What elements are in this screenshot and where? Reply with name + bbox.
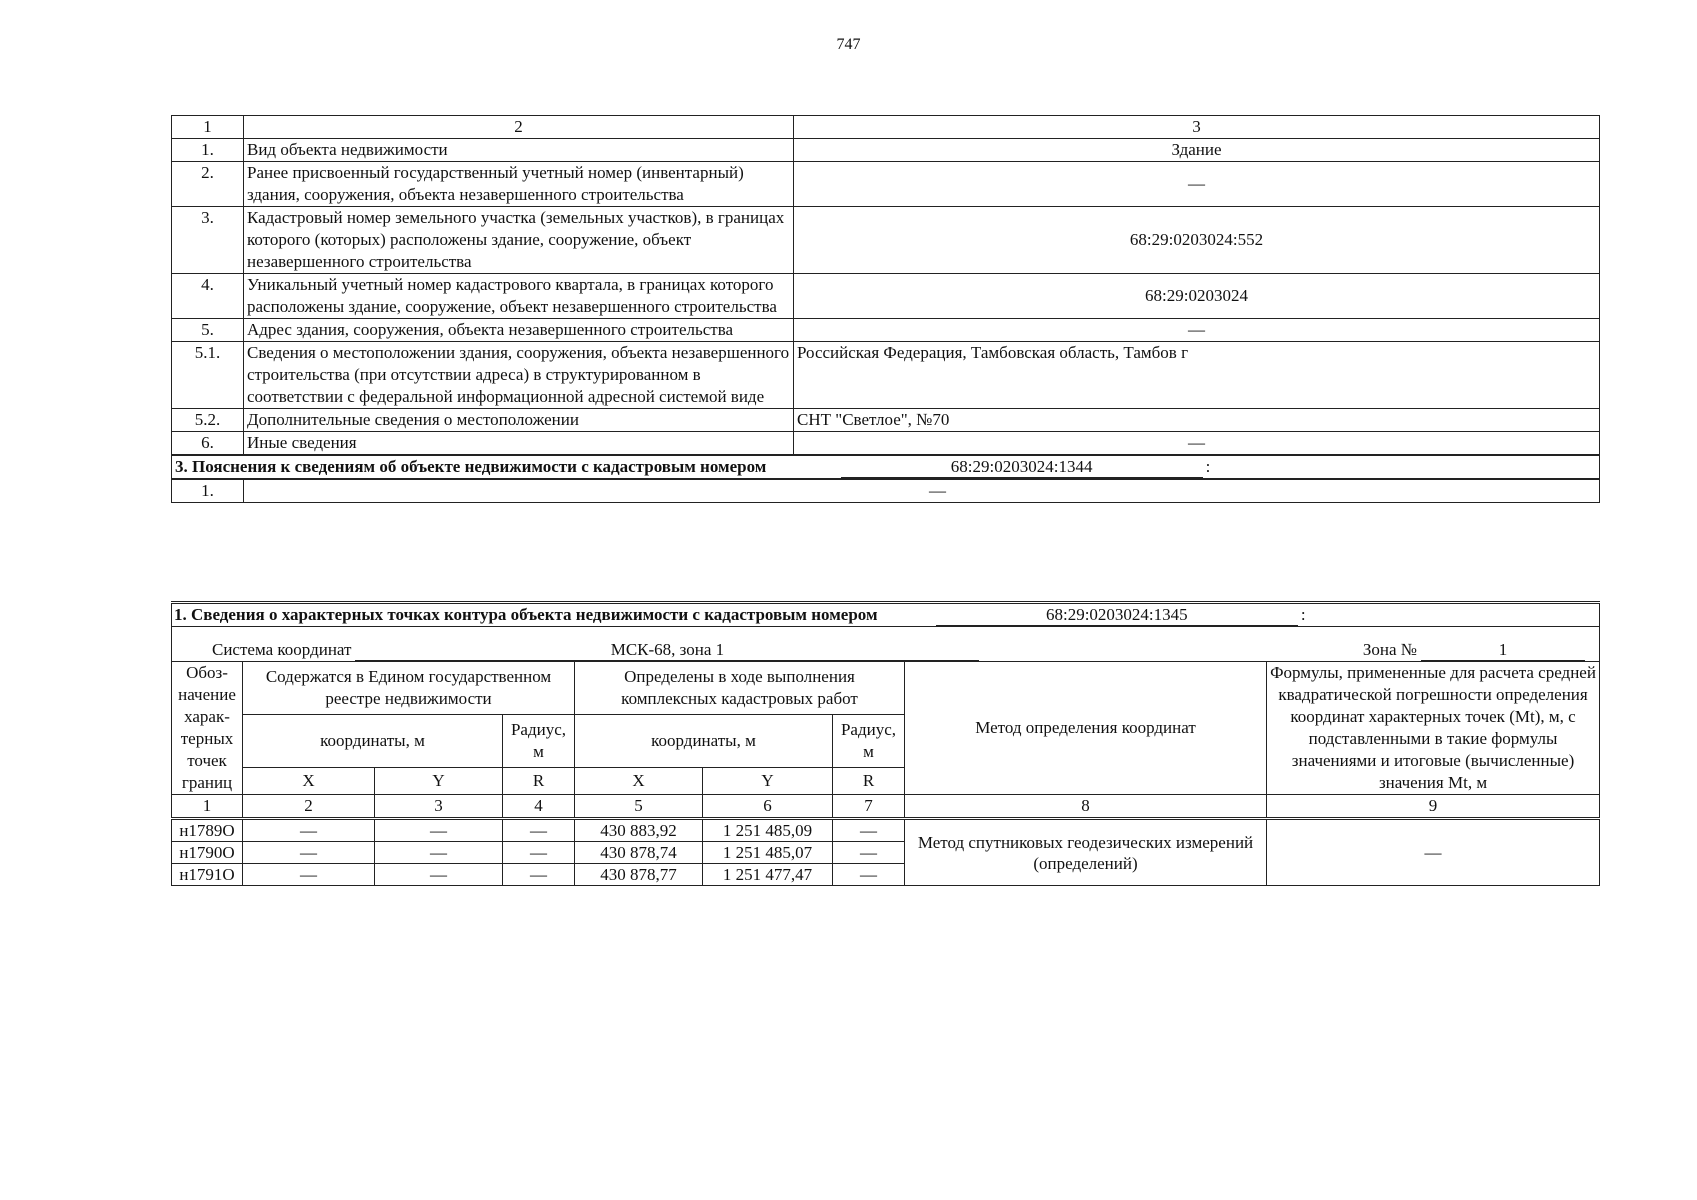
row-value: Здание bbox=[794, 139, 1600, 162]
point-y-kkr: 1 251 485,09 bbox=[703, 819, 833, 842]
row-label: Кадастровый номер земельного участка (земельных участков), в границах которого (которых) расположены здание, сооружение, объект незавершенного строительства bbox=[244, 207, 794, 274]
row-number: 5. bbox=[172, 319, 244, 342]
col-num-1: 1 bbox=[172, 116, 244, 139]
row-label: Уникальный учетный номер кадастрового квартала, в границах которого расположены здание, сооружение, объект незавершенного строительства bbox=[244, 274, 794, 319]
point-x-kkr: 430 878,77 bbox=[575, 864, 703, 886]
point-y-egrn: — bbox=[375, 864, 503, 886]
row-value: — bbox=[244, 479, 1600, 503]
col-num: 1 bbox=[172, 795, 243, 819]
col-num: 7 bbox=[833, 795, 905, 819]
row-label: Дополнительные сведения о местоположении bbox=[244, 409, 794, 432]
egrn-x-header: X bbox=[243, 767, 375, 794]
col-num: 5 bbox=[575, 795, 703, 819]
egrn-r-header: R bbox=[503, 767, 575, 794]
row-number: 2. bbox=[172, 162, 244, 207]
col-num-2: 2 bbox=[244, 116, 794, 139]
method-value: Метод спутниковых геодезических измерений (определений) bbox=[905, 819, 1267, 886]
zone-value: 1 bbox=[1421, 640, 1585, 661]
characteristic-points-table bbox=[171, 601, 1600, 886]
point-r-egrn: — bbox=[503, 864, 575, 886]
row-value: СНТ "Светлое", №70 bbox=[794, 409, 1600, 432]
row-number: 5.1. bbox=[172, 342, 244, 409]
point-x-egrn: — bbox=[243, 864, 375, 886]
point-x-egrn: — bbox=[243, 819, 375, 842]
egrn-coords-header: координаты, м bbox=[243, 714, 503, 767]
section-1-cadastral-number: 68:29:0203024:1345 bbox=[936, 605, 1298, 626]
col-num: 8 bbox=[905, 795, 1267, 819]
row-number: 5.2. bbox=[172, 409, 244, 432]
point-x-kkr: 430 878,74 bbox=[575, 842, 703, 864]
formulas-header: Формулы, примененные для расчета средней квадратической погрешности определения координат характерных точек (Mt), м, с подставленными в такие формулы значениями и итоговые (вычисленные) значения Mt, м bbox=[1267, 662, 1600, 795]
formula-value: — bbox=[1267, 819, 1600, 886]
zone-label: Зона № bbox=[1362, 640, 1418, 659]
kkr-radius-header: Радиус, м bbox=[833, 714, 905, 767]
row-number: 4. bbox=[172, 274, 244, 319]
col-num-3: 3 bbox=[794, 116, 1600, 139]
point-id: н1790О bbox=[172, 842, 243, 864]
coordinate-system-label: Система координат bbox=[212, 640, 352, 659]
row-number: 1. bbox=[172, 479, 244, 503]
col-num: 3 bbox=[375, 795, 503, 819]
point-id: н1789О bbox=[172, 819, 243, 842]
coordinate-system-value: МСК-68, зона 1 bbox=[355, 640, 979, 661]
table-row bbox=[172, 409, 1600, 432]
coordinate-system-row bbox=[172, 627, 1600, 662]
section-3-cadastral-number: 68:29:0203024:1344 bbox=[841, 457, 1203, 478]
point-y-kkr: 1 251 477,47 bbox=[703, 864, 833, 886]
designation-header: Обоз-начение харак-терных точек границ bbox=[172, 662, 243, 795]
col-num: 6 bbox=[703, 795, 833, 819]
row-label: Иные сведения bbox=[244, 432, 794, 456]
row-value: — bbox=[794, 432, 1600, 456]
method-header: Метод определения координат bbox=[905, 662, 1267, 795]
section-3-title: 3. Пояснения к сведениям об объекте недвижимости с кадастровым номером bbox=[175, 457, 767, 476]
table-row bbox=[172, 319, 1600, 342]
row-label: Адрес здания, сооружения, объекта незавершенного строительства bbox=[244, 319, 794, 342]
row-value: — bbox=[794, 319, 1600, 342]
row-number: 1. bbox=[172, 139, 244, 162]
egrn-y-header: Y bbox=[375, 767, 503, 794]
table-row bbox=[172, 432, 1600, 456]
table-row bbox=[172, 139, 1600, 162]
kkr-coords-header: координаты, м bbox=[575, 714, 833, 767]
table-row bbox=[172, 207, 1600, 274]
table-row bbox=[172, 162, 1600, 207]
table-row bbox=[172, 342, 1600, 409]
point-r-kkr: — bbox=[833, 864, 905, 886]
row-label: Вид объекта недвижимости bbox=[244, 139, 794, 162]
point-id: н1791О bbox=[172, 864, 243, 886]
egrn-header: Содержатся в Едином государственном реестре недвижимости bbox=[243, 662, 575, 715]
section-3-colon: : bbox=[1205, 457, 1211, 476]
row-label: Ранее присвоенный государственный учетный номер (инвентарный) здания, сооружения, объекта незавершенного строительства bbox=[244, 162, 794, 207]
point-r-egrn: — bbox=[503, 842, 575, 864]
page-number: 747 bbox=[836, 36, 861, 53]
row-value: 68:29:0203024 bbox=[794, 274, 1600, 319]
object-info-table bbox=[171, 115, 1600, 503]
kkr-y-header: Y bbox=[703, 767, 833, 794]
row-number: 3. bbox=[172, 207, 244, 274]
point-row bbox=[172, 819, 1600, 842]
row-label: Сведения о местоположении здания, сооружения, объекта незавершенного строительства (при отсутствии адреса) в структурированном в соответствии с федеральной информационной адресной системой виде bbox=[244, 342, 794, 409]
point-y-kkr: 1 251 485,07 bbox=[703, 842, 833, 864]
egrn-radius-header: Радиус, м bbox=[503, 714, 575, 767]
point-r-egrn: — bbox=[503, 819, 575, 842]
column-number-row bbox=[172, 795, 1600, 819]
kkr-header: Определены в ходе выполнения комплексных кадастровых работ bbox=[575, 662, 905, 715]
section-1-colon: : bbox=[1300, 605, 1306, 624]
point-y-egrn: — bbox=[375, 842, 503, 864]
section-1-title: 1. Сведения о характерных точках контура объекта недвижимости с кадастровым номером bbox=[174, 605, 878, 624]
column-number-row bbox=[172, 116, 1600, 139]
row-number: 6. bbox=[172, 432, 244, 456]
row-value: — bbox=[794, 162, 1600, 207]
point-r-kkr: — bbox=[833, 842, 905, 864]
col-num: 2 bbox=[243, 795, 375, 819]
row-value: Российская Федерация, Тамбовская область, Тамбов г bbox=[794, 342, 1600, 409]
section-3-header bbox=[172, 455, 1600, 479]
point-r-kkr: — bbox=[833, 819, 905, 842]
col-num: 4 bbox=[503, 795, 575, 819]
point-x-egrn: — bbox=[243, 842, 375, 864]
table-row bbox=[172, 274, 1600, 319]
point-y-egrn: — bbox=[375, 819, 503, 842]
section-1-header bbox=[172, 603, 1600, 627]
kkr-r-header: R bbox=[833, 767, 905, 794]
table-row bbox=[172, 479, 1600, 503]
row-value: 68:29:0203024:552 bbox=[794, 207, 1600, 274]
point-x-kkr: 430 883,92 bbox=[575, 819, 703, 842]
col-num: 9 bbox=[1267, 795, 1600, 819]
kkr-x-header: X bbox=[575, 767, 703, 794]
